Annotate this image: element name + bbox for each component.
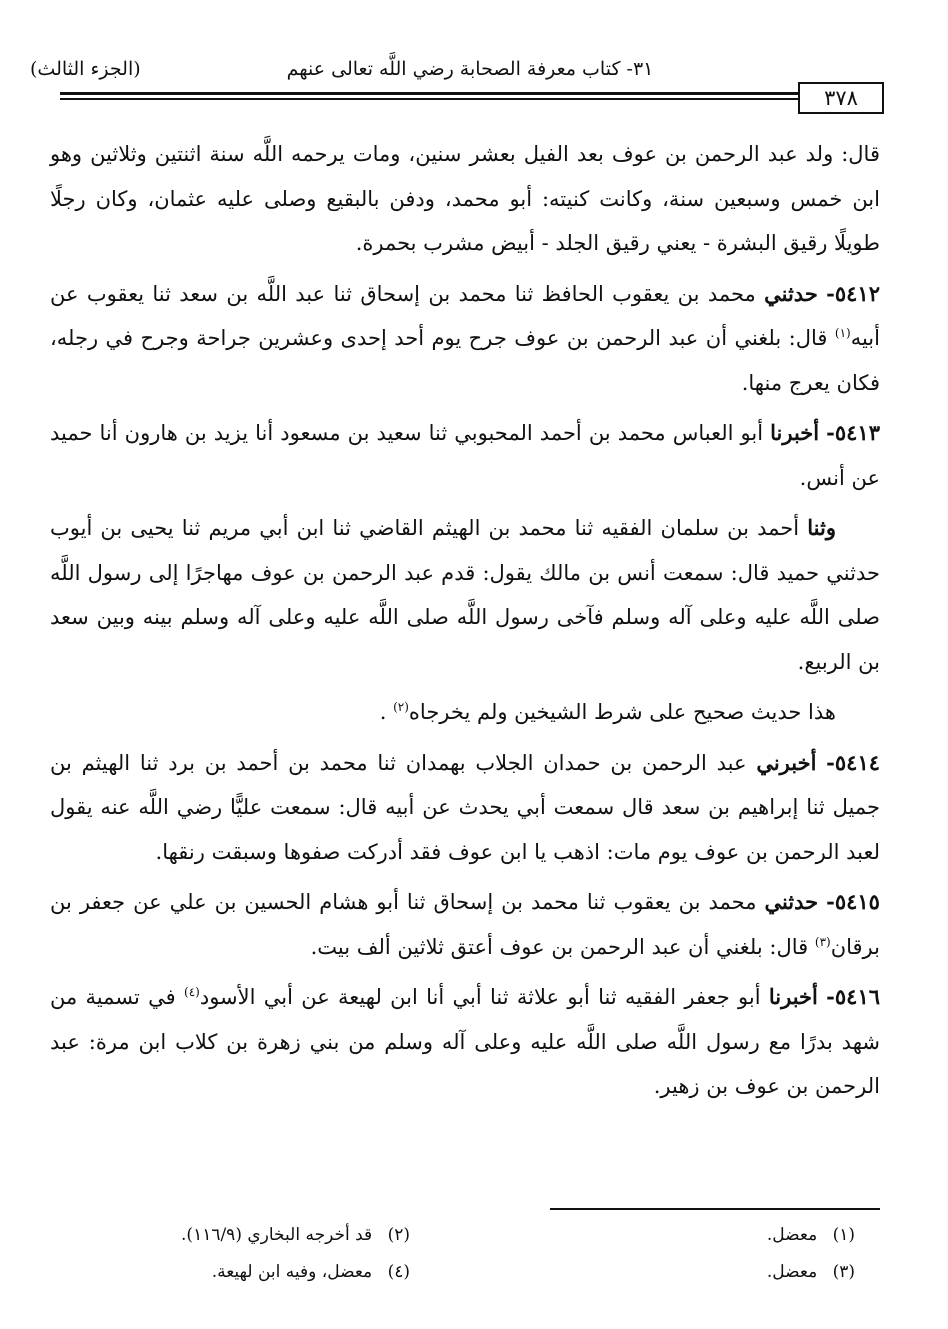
footnote-text: معضل، وفيه ابن لهيعة. [211,1262,373,1282]
grading-note [50,690,880,735]
hadith-lead: حدثني [764,280,818,306]
main-text [50,132,880,1109]
hadith-text: محمد بن يعقوب الحافظ ثنا محمد بن إسحاق ثنا عبد اللَّه بن سعد ثنا يعقوب عن أبيه [50,281,880,350]
hadith-text: محمد بن يعقوب ثنا محمد بن إسحاق ثنا أبو هشام الحسين بن علي عن جعفر بن برقان [50,890,880,959]
hadith-5413 [50,411,880,500]
volume-label: (الجزء الثالث) [30,58,141,80]
footnote-mark: (٣) [832,1262,855,1282]
hadith-text: أبو جعفر الفقيه ثنا أبو علاثة ثنا أبي أنا ابن لهيعة عن أبي الأسود [199,985,761,1009]
hadith-5412 [50,272,880,406]
grading-text-end: . [379,700,387,724]
hadith-number: ٥٤١٦- [826,984,881,1009]
header-rule [60,92,798,95]
footnote-1 [660,1225,855,1245]
footnote-text: معضل. [766,1262,818,1282]
hadith-number: ٥٤١٤- [826,749,881,775]
footnote-mark: (٢) [387,1225,410,1245]
footnote-ref[interactable]: (٣) [814,934,831,949]
hadith-text: أحمد بن سلمان الفقيه ثنا محمد بن الهيثم القاضي ثنا ابن أبي مريم ثنا يحيى بن أيوب حدثني حميد قال: سمعت أنس بن مالك يقول: قدم عبد الرحمن بن عوف مهاجرًا إلى رسول اللَّه صلى اللَّه عليه وعلى آله وسلم فآخى رسول اللَّه صلى اللَّه عليه وعلى آله وسلم بينه وبين سعد بن الربيع. [50,516,880,674]
paragraph-text: قال: ولد عبد الرحمن بن عوف بعد الفيل بعشر سنين، ومات يرحمه اللَّه سنة اثنتين وثلاثين وهو ابن خمس وسبعين سنة، وكانت كنيته: أبو محمد، ودفن بالبقيع وصلى عليه عثمان، وكان رجلًا طويلًا رقيق البشرة - يعني رقيق الجلد - أبيض مشرب بحمرة. [50,142,880,255]
hadith-lead: أخبرنا [768,984,818,1009]
grading-text: هذا حديث صحيح على شرط الشيخين ولم يخرجاه [408,700,836,724]
footnote-mark: (٤) [387,1262,410,1282]
footnote-ref[interactable]: (٢) [393,700,409,714]
footnote-2 [120,1225,410,1245]
hadith-lead: وثنا [807,515,836,540]
hadith-lead: أخبرني [756,749,817,775]
hadith-5416 [50,975,880,1109]
footnote-text: معضل. [766,1225,818,1245]
footnote-text: قد أخرجه البخاري (١١٦/٩). [181,1225,373,1245]
paragraph [50,132,880,266]
header-rule-thin [60,98,798,100]
hadith-lead: أخبرنا [770,420,820,445]
hadith-5413-second-chain [50,506,880,684]
hadith-number: ٥٤١٢- [826,280,880,306]
hadith-text-cont: في تسمية من شهد بدرًا مع رسول اللَّه صلى اللَّه عليه وعلى آله وسلم من بني زهرة بن كلاب ابن مرة: عبد الرحمن بن عوف بن زهير. [50,985,880,1098]
hadith-text: أبو العباس محمد بن أحمد المحبوبي ثنا سعيد بن مسعود أنا يزيد بن هارون أنا حميد عن أنس. [50,421,880,490]
hadith-5415 [50,880,880,969]
hadith-lead: حدثني [764,889,819,914]
hadith-5414 [50,741,880,875]
footnote-ref[interactable]: (٤) [184,985,200,999]
hadith-number: ٥٤١٣- [826,420,880,445]
footnote-mark: (١) [832,1225,855,1245]
hadith-text-cont: قال: بلغني أن عبد الرحمن بن عوف جرح يوم أحد إحدى وعشرين جراحة وجرح في رجله، فكان يعرج منها. [50,326,880,395]
footnote-4 [160,1262,410,1282]
hadith-text-cont: قال: بلغني أن عبد الرحمن بن عوف أعتق ثلاثين ألف بيت. [310,934,809,959]
footnote-rule [550,1208,880,1210]
page-number: ٣٧٨ [798,82,884,114]
chapter-title: ٣١- كتاب معرفة الصحابة رضي اللَّه تعالى عنهم [286,58,654,80]
hadith-text: عبد الرحمن بن حمدان الجلاب بهمدان ثنا محمد بن أحمد بن برد ثنا الهيثم بن جميل ثنا إبراهيم بن سعد قال سمعت أبي يحدث عن أبيه قال: سمعت عليًّا رضي اللَّه عنه يقول لعبد الرحمن بن عوف يوم مات: اذهب يا ابن عوف فقد أدركت صفوها وسبقت رنقها. [50,750,880,864]
hadith-number: ٥٤١٥- [826,889,880,914]
footnote-3 [660,1262,855,1282]
footnote-ref[interactable]: (١) [834,326,851,340]
